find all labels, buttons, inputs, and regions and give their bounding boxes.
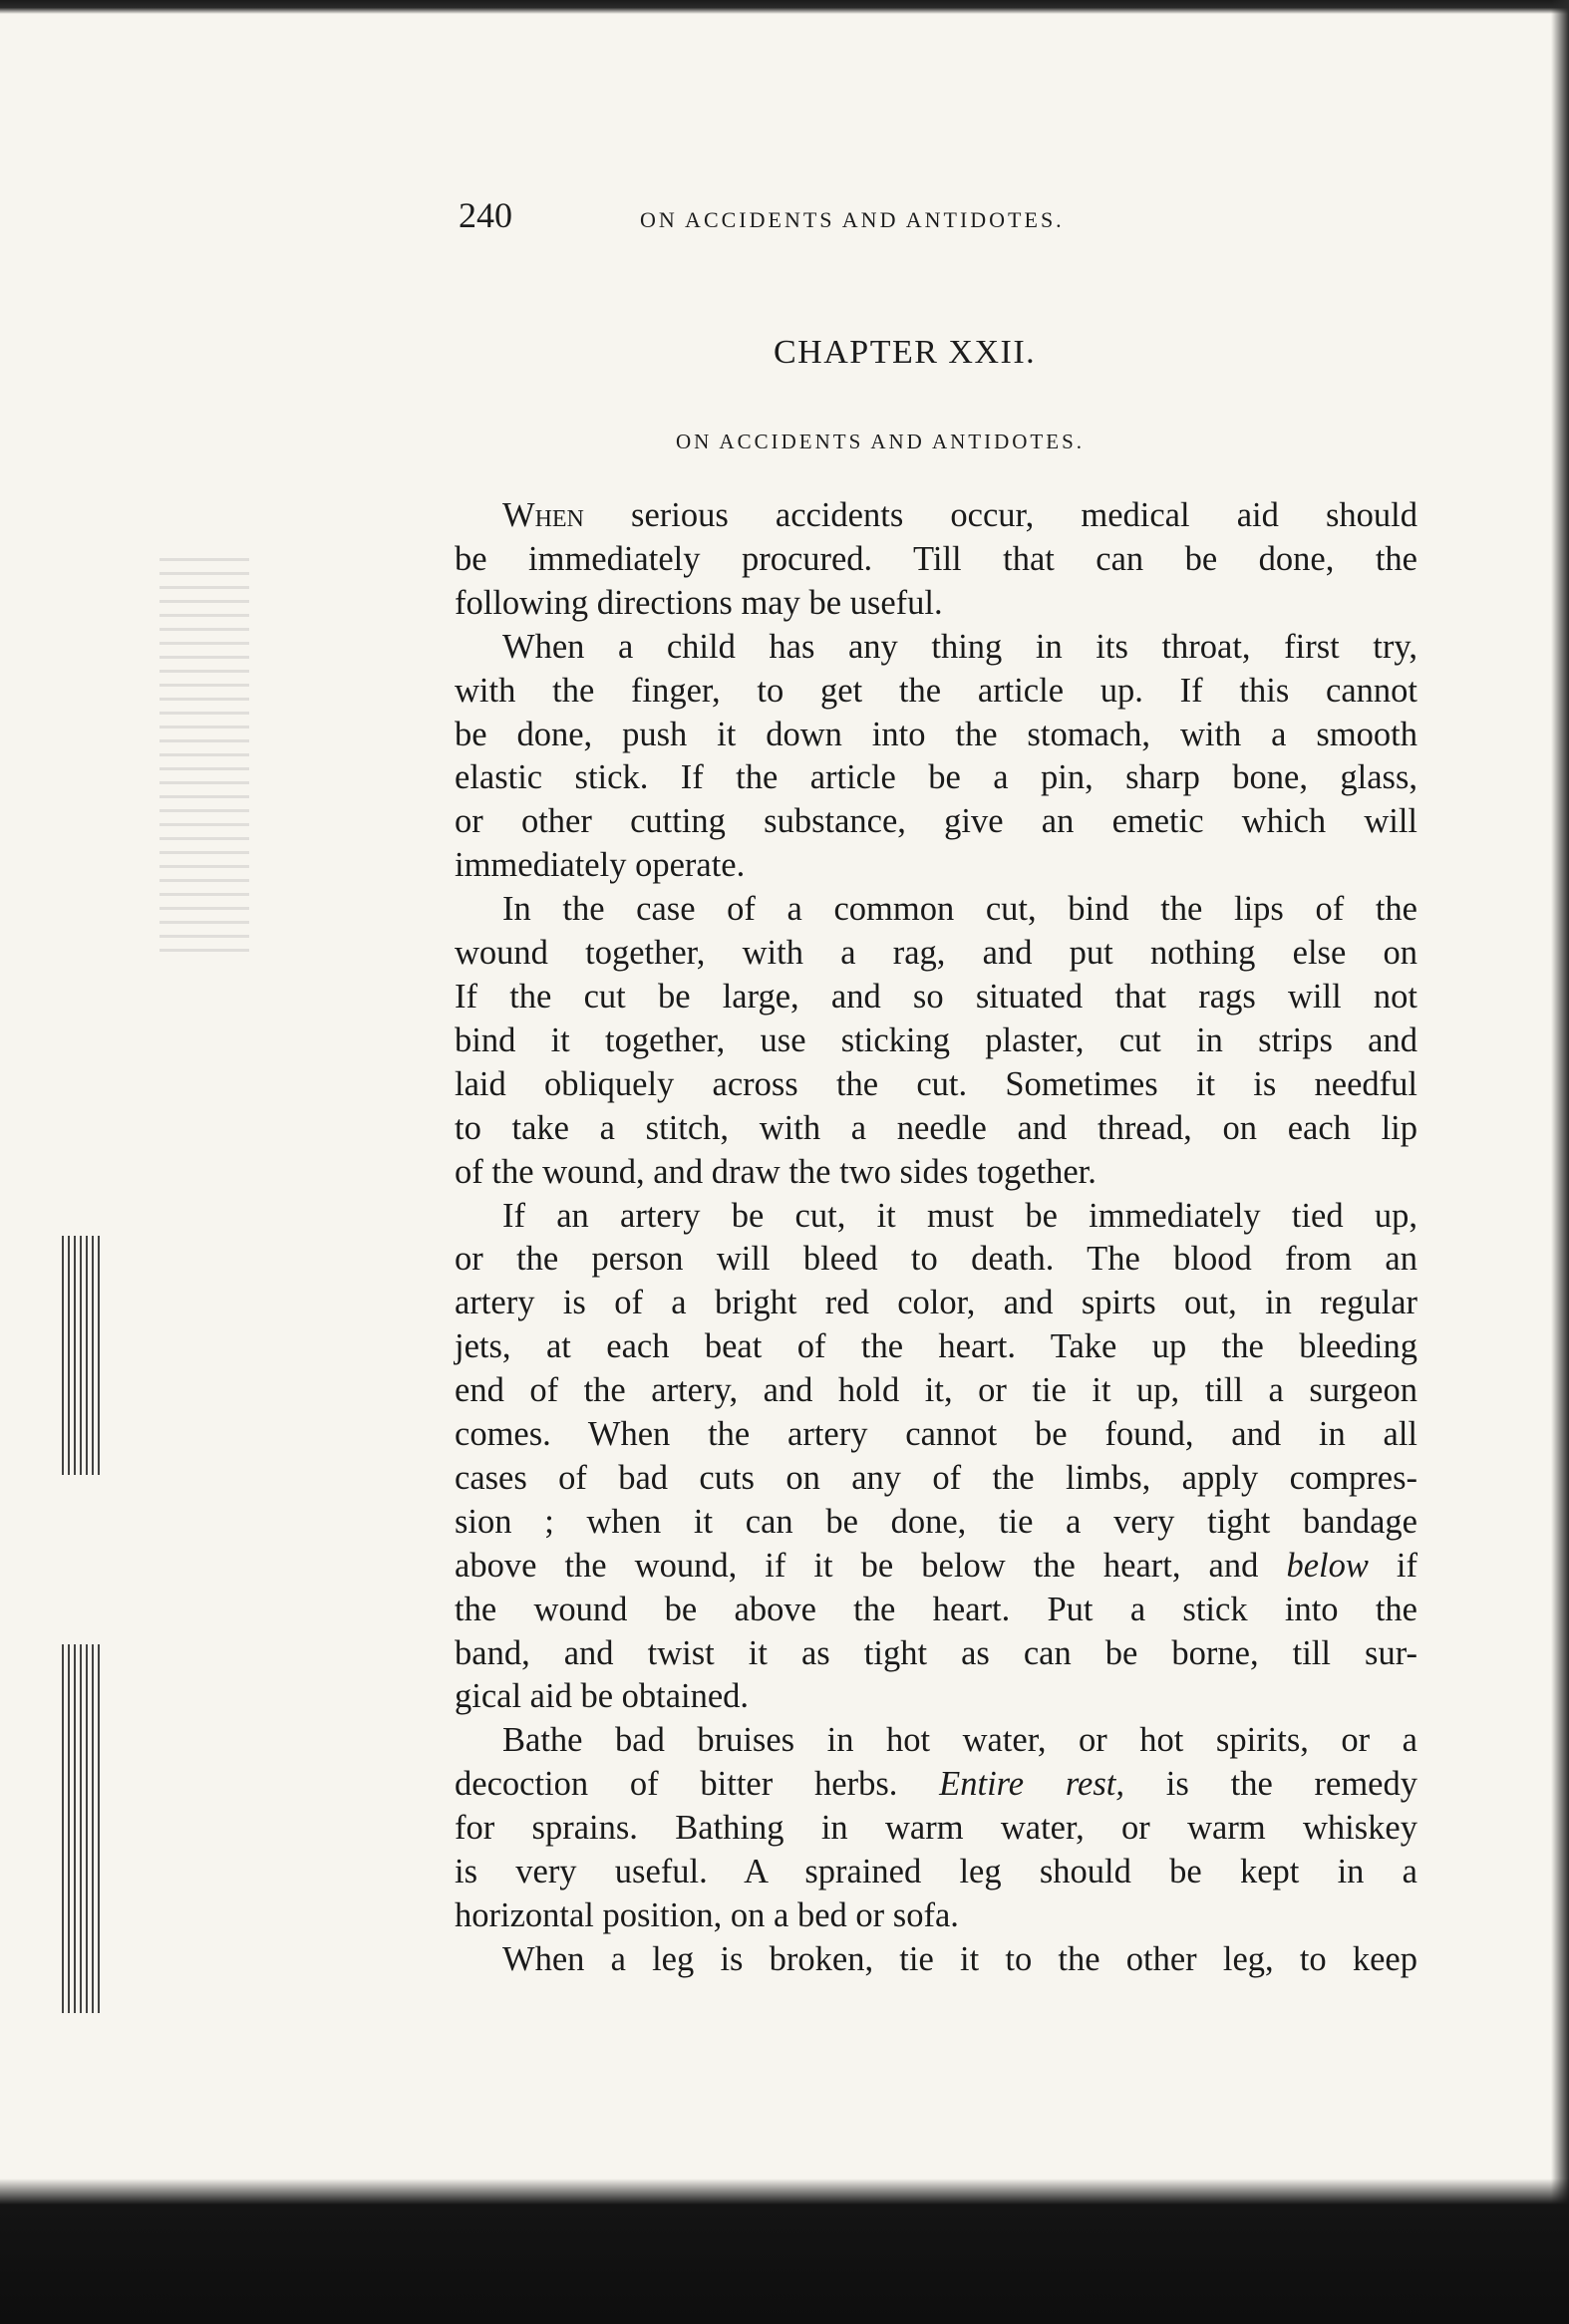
text-segment: When a leg is broken, tie it to the other leg, to keep — [502, 1939, 1417, 1978]
text-line — [455, 714, 1417, 757]
text-line — [455, 1807, 1417, 1851]
text-segment: for sprains. Bathing in warm water, or warm whiskey — [455, 1809, 1417, 1848]
text-line — [455, 1195, 1417, 1239]
text-segment: with the finger, to get the article up. If this cannot — [455, 671, 1417, 710]
text-segment: jets, at each beat of the heart. Take up the bleeding — [455, 1327, 1417, 1366]
text-line — [455, 1632, 1417, 1676]
smallcaps-opening: When — [502, 496, 584, 534]
text-line — [455, 1938, 1417, 1982]
binding-shadow-lower — [62, 1644, 100, 2013]
text-segment: if — [1368, 1546, 1418, 1585]
text-line — [455, 932, 1417, 976]
text-line — [455, 1675, 1417, 1719]
text-line — [455, 582, 1417, 626]
scan-bottom-edge — [0, 2179, 1569, 2324]
text-segment: artery is of a bright red color, and spirts out, in regular — [455, 1284, 1417, 1322]
text-segment: serious accidents occur, medical aid should — [583, 496, 1417, 534]
text-segment: the wound be above the heart. Put a stick into the — [455, 1590, 1417, 1628]
text-segment: elastic stick. If the article be a pin, sharp bone, glass, — [455, 758, 1417, 797]
text-segment: above the wound, if it be below the heart, and — [455, 1546, 1287, 1585]
body-text — [455, 494, 1417, 1982]
text-line — [455, 976, 1417, 1019]
text-line — [455, 888, 1417, 932]
text-segment: or the person will bleed to death. The blood from an — [455, 1240, 1417, 1279]
text-segment: Bathe bad bruises in hot water, or hot spirits, or a — [502, 1721, 1417, 1760]
text-line — [455, 1019, 1417, 1063]
text-line — [455, 1151, 1417, 1195]
text-line — [455, 800, 1417, 844]
text-segment: comes. When the artery cannot be found, and in all — [455, 1415, 1417, 1454]
text-line — [455, 1063, 1417, 1107]
text-segment: decoction of bitter herbs. — [455, 1765, 940, 1804]
text-segment: sion ; when it can be done, tie a very tight bandage — [455, 1502, 1417, 1541]
italic-text: below — [1286, 1546, 1369, 1585]
text-line — [455, 1107, 1417, 1151]
text-line — [455, 1413, 1417, 1457]
text-line — [455, 844, 1417, 888]
text-segment: cases of bad cuts on any of the limbs, apply compres- — [455, 1458, 1417, 1497]
chapter-subtitle: ON ACCIDENTS AND ANTIDOTES. — [676, 430, 1086, 453]
scan-top-edge — [0, 0, 1569, 14]
text-segment: horizontal position, on a bed or sofa. — [455, 1896, 959, 1934]
scan-right-edge — [1551, 0, 1569, 2324]
text-segment: band, and twist it as tight as can be borne, till sur- — [455, 1633, 1417, 1672]
text-segment: wound together, with a rag, and put nothing else on — [455, 934, 1417, 973]
text-line — [455, 1282, 1417, 1325]
text-line — [455, 1719, 1417, 1763]
text-segment: If the cut be large, and so situated that rags will not — [455, 977, 1417, 1016]
text-segment: end of the artery, and hold it, or tie it up, till a surgeon — [455, 1371, 1417, 1410]
italic-text: Entire rest, — [939, 1765, 1125, 1804]
text-line — [455, 1851, 1417, 1894]
text-line — [455, 1501, 1417, 1545]
chapter-heading: CHAPTER XXII. — [774, 334, 1037, 371]
text-segment: following directions may be useful. — [455, 583, 943, 622]
text-line — [455, 670, 1417, 714]
text-line — [455, 1763, 1417, 1807]
text-line — [455, 494, 1417, 538]
text-segment: bind it together, use sticking plaster, cut in strips and — [455, 1020, 1417, 1059]
text-segment: gical aid be obtained. — [455, 1677, 750, 1716]
text-line — [455, 1325, 1417, 1369]
running-title: ON ACCIDENTS AND ANTIDOTES. — [640, 207, 1065, 232]
text-segment: When a child has any thing in its throat, first try, — [502, 627, 1417, 666]
text-segment: be done, push it down into the stomach, with a smooth — [455, 715, 1417, 753]
text-line — [455, 1369, 1417, 1413]
text-segment: or other cutting substance, give an emetic which will — [455, 802, 1417, 841]
text-line — [455, 1457, 1417, 1501]
page-number: 240 — [459, 195, 512, 235]
text-segment: is the remedy — [1124, 1765, 1417, 1804]
text-segment: be immediately procured. Till that can be done, the — [455, 539, 1417, 578]
text-segment: immediately operate. — [455, 846, 746, 885]
text-line — [455, 756, 1417, 800]
text-segment: If an artery be cut, it must be immediately tied up, — [502, 1196, 1417, 1235]
text-segment: to take a stitch, with a needle and thread, on each lip — [455, 1108, 1417, 1147]
text-segment: laid obliquely across the cut. Sometimes it is needful — [455, 1064, 1417, 1103]
text-line — [455, 1238, 1417, 1282]
text-segment: is very useful. A sprained leg should be kept in a — [455, 1853, 1417, 1891]
text-line — [455, 1545, 1417, 1589]
binding-shadow-upper — [62, 1236, 100, 1475]
text-segment: of the wound, and draw the two sides together. — [455, 1152, 1097, 1191]
bleed-through-marks — [159, 558, 249, 957]
text-line — [455, 1894, 1417, 1938]
text-line — [455, 1589, 1417, 1632]
text-line — [455, 626, 1417, 670]
text-line — [455, 538, 1417, 582]
text-segment: In the case of a common cut, bind the lips of the — [502, 890, 1417, 929]
